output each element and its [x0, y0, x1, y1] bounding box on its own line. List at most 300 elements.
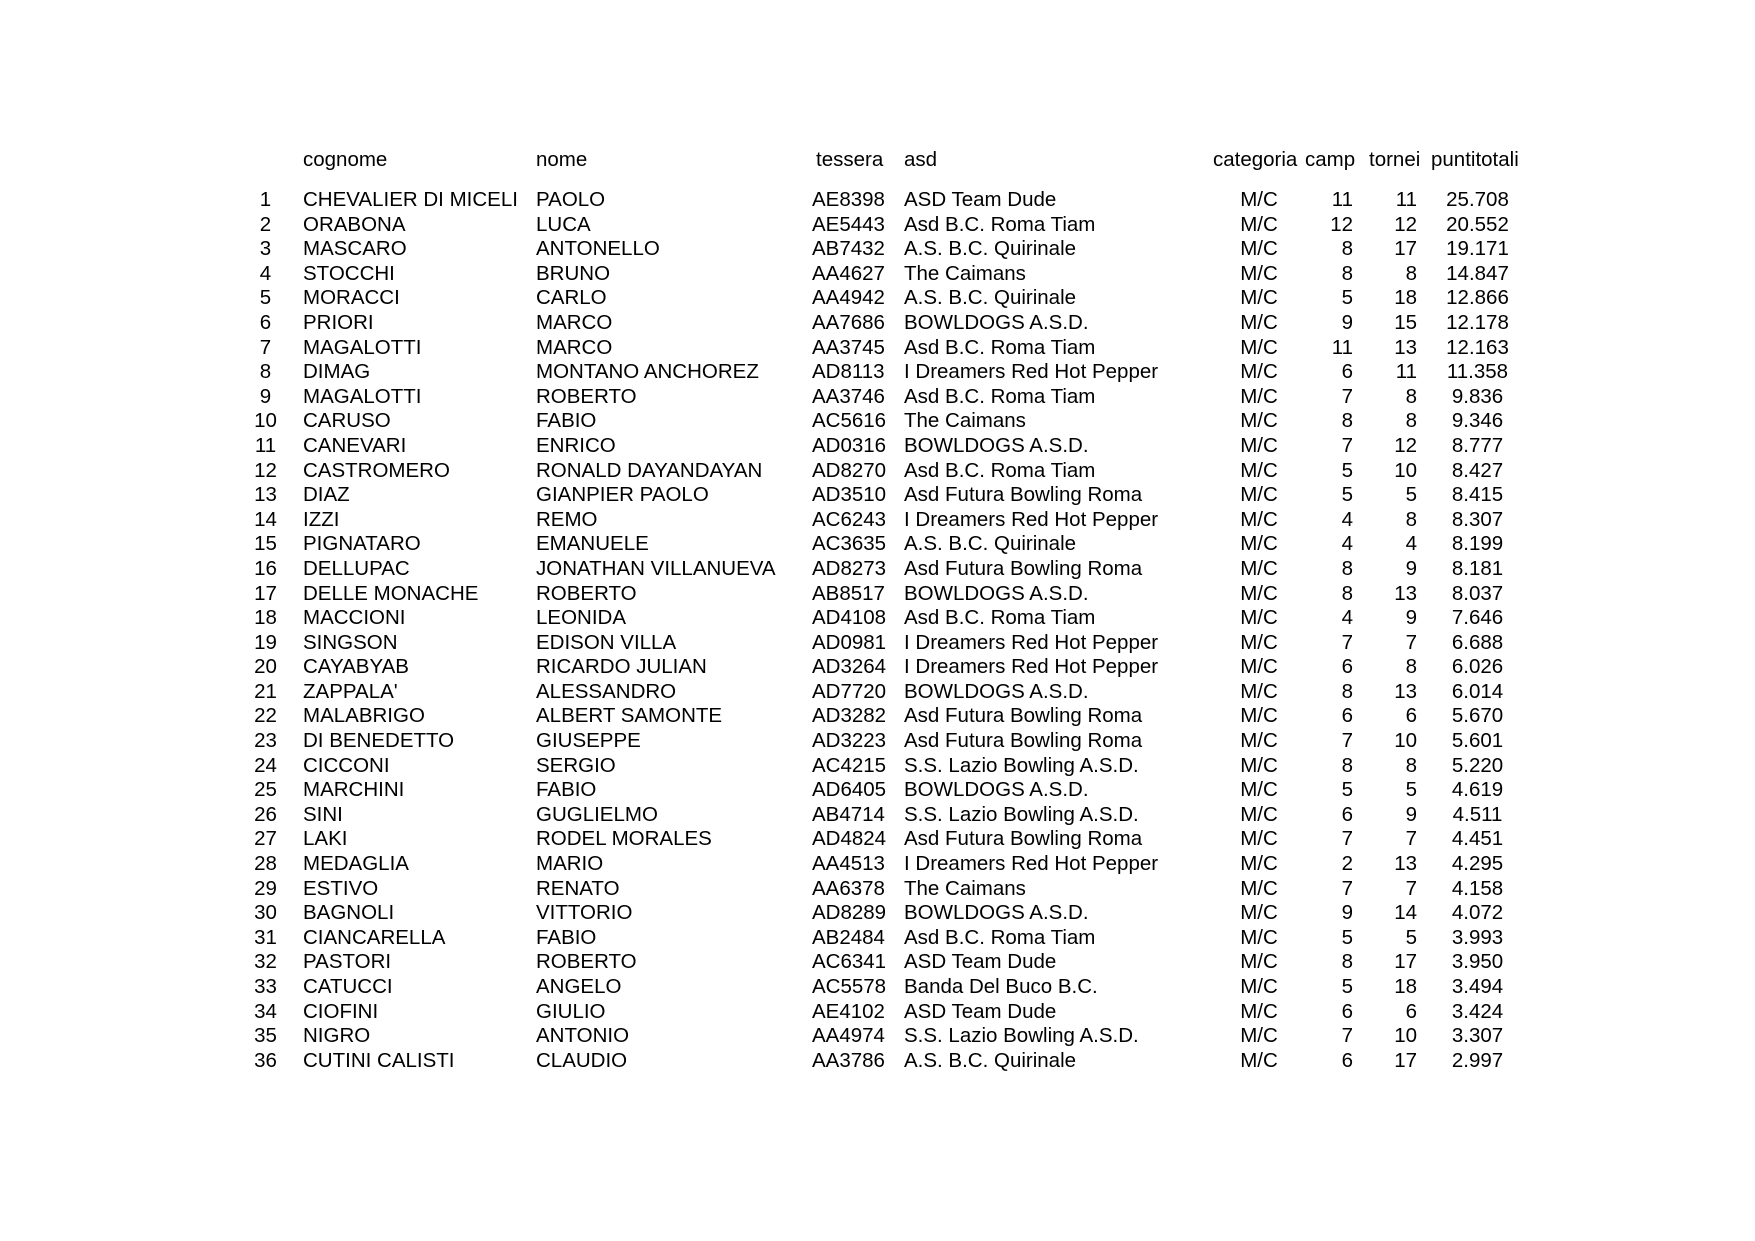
- cell-cognome: DELLE MONACHE: [303, 581, 479, 605]
- table-row: [228, 557, 1524, 582]
- cell-asd: Asd B.C. Roma Tiam: [904, 335, 1096, 359]
- cell-puntitotali: 20.552: [1446, 212, 1509, 236]
- cell-nome: REMO: [536, 507, 598, 531]
- cell-puntitotali: 4.072: [1451, 901, 1504, 925]
- table-row: [228, 188, 1524, 213]
- cell-nome: VITTORIO: [536, 901, 633, 925]
- cell-tornei: 4: [1405, 532, 1417, 556]
- cell-nome: RICARDO JULIAN: [536, 655, 707, 679]
- cell-cognome: CICCONI: [303, 753, 390, 777]
- cell-tornei: 9: [1405, 606, 1417, 630]
- table-row: [228, 877, 1524, 902]
- cell-asd: BOWLDOGS A.S.D.: [904, 581, 1089, 605]
- cell-camp: 2: [1341, 852, 1353, 876]
- cell-asd: Asd B.C. Roma Tiam: [904, 212, 1096, 236]
- cell-tornei: 11: [1395, 188, 1417, 211]
- cell-puntitotali: 6.014: [1451, 679, 1504, 703]
- cell-categoria: M/C: [1240, 655, 1278, 679]
- cell-tessera: AD8273: [812, 556, 887, 580]
- cell-nome: ENRICO: [536, 433, 616, 457]
- table-row: [228, 704, 1524, 729]
- cell-position: 8: [259, 360, 272, 384]
- cell-puntitotali: 2.997: [1451, 1048, 1504, 1072]
- cell-puntitotali: 3.993: [1451, 925, 1504, 949]
- cell-categoria: M/C: [1240, 532, 1278, 556]
- table-row: [228, 409, 1524, 434]
- cell-categoria: M/C: [1240, 483, 1278, 507]
- cell-cognome: CHEVALIER DI MICELI: [303, 188, 518, 211]
- cell-tessera: AB7432: [812, 237, 885, 261]
- cell-puntitotali: 11.358: [1446, 360, 1509, 384]
- cell-cognome: MAGALOTTI: [303, 335, 422, 359]
- cell-position: 7: [259, 335, 272, 359]
- table-row: [228, 729, 1524, 754]
- cell-categoria: M/C: [1240, 852, 1278, 876]
- cell-asd: I Dreamers Red Hot Pepper: [904, 852, 1159, 876]
- cell-asd: S.S. Lazio Bowling A.S.D.: [904, 802, 1139, 826]
- cell-nome: ANGELO: [536, 975, 622, 998]
- table-row: [228, 680, 1524, 705]
- cell-nome: PAOLO: [536, 188, 606, 211]
- cell-puntitotali: 6.026: [1451, 655, 1504, 679]
- cell-cognome: CIOFINI: [303, 999, 379, 1023]
- cell-puntitotali: 8.199: [1451, 532, 1504, 556]
- cell-categoria: M/C: [1240, 778, 1278, 802]
- table-row: [228, 950, 1524, 975]
- cell-camp: 8: [1341, 409, 1353, 433]
- cell-categoria: M/C: [1240, 1024, 1278, 1048]
- cell-camp: 8: [1341, 753, 1353, 777]
- cell-position: 17: [254, 581, 277, 605]
- cell-asd: The Caimans: [904, 876, 1026, 900]
- cell-camp: 7: [1341, 876, 1353, 900]
- cell-camp: 6: [1341, 655, 1353, 679]
- cell-tornei: 9: [1405, 802, 1417, 826]
- header-position: [228, 148, 303, 178]
- cell-cognome: CATUCCI: [303, 975, 393, 998]
- cell-nome: RONALD DAYANDAYAN: [536, 458, 763, 482]
- cell-cognome: BAGNOLI: [303, 901, 395, 925]
- table-row: [228, 385, 1524, 410]
- cell-camp: 7: [1341, 433, 1353, 457]
- table-row: [228, 213, 1524, 238]
- cell-tessera: AA4513: [812, 852, 885, 876]
- cell-nome: FABIO: [536, 409, 597, 433]
- cell-tornei: 5: [1405, 778, 1417, 802]
- cell-camp: 6: [1341, 999, 1353, 1023]
- cell-position: 16: [254, 556, 277, 580]
- table-row: [228, 655, 1524, 680]
- cell-tornei: 17: [1394, 237, 1417, 261]
- cell-nome: RODEL MORALES: [536, 827, 712, 851]
- table-row: [228, 1000, 1524, 1025]
- table-body: [228, 178, 1524, 1073]
- cell-position: 10: [254, 409, 277, 433]
- cell-camp: 5: [1341, 483, 1353, 507]
- cell-categoria: M/C: [1240, 704, 1278, 728]
- cell-camp: 7: [1341, 1024, 1353, 1048]
- cell-asd: I Dreamers Red Hot Pepper: [904, 630, 1159, 654]
- cell-tessera: AC6243: [812, 507, 887, 531]
- table-row: [228, 631, 1524, 656]
- cell-tornei: 8: [1405, 409, 1417, 433]
- cell-camp: 7: [1341, 827, 1353, 851]
- cell-cognome: DIMAG: [303, 360, 371, 384]
- cell-camp: 9: [1341, 310, 1353, 334]
- table-row: [228, 483, 1524, 508]
- cell-tornei: 18: [1394, 286, 1417, 310]
- cell-position: 26: [254, 802, 277, 826]
- table-row: [228, 286, 1524, 311]
- cell-position: 25: [254, 778, 277, 802]
- cell-tornei: 5: [1405, 483, 1417, 507]
- cell-cognome: MALABRIGO: [303, 704, 425, 728]
- cell-puntitotali: 3.424: [1451, 999, 1504, 1023]
- cell-nome: ANTONIO: [536, 1024, 630, 1048]
- cell-puntitotali: 8.427: [1451, 458, 1504, 482]
- cell-puntitotali: 3.950: [1451, 950, 1504, 974]
- cell-tessera: AB8517: [812, 581, 885, 605]
- cell-puntitotali: 8.181: [1451, 556, 1504, 580]
- cell-puntitotali: 9.346: [1451, 409, 1504, 433]
- cell-categoria: M/C: [1240, 335, 1278, 359]
- table-row: [228, 459, 1524, 484]
- header-tessera: tessera: [816, 148, 884, 171]
- cell-camp: 8: [1341, 581, 1353, 605]
- cell-asd: BOWLDOGS A.S.D.: [904, 778, 1089, 802]
- ranking-table: [228, 148, 1524, 1073]
- cell-asd: Asd Futura Bowling Roma: [904, 556, 1143, 580]
- cell-tornei: 17: [1394, 1048, 1417, 1072]
- cell-tessera: AD7720: [812, 679, 887, 703]
- cell-asd: A.S. B.C. Quirinale: [904, 1048, 1077, 1072]
- cell-puntitotali: 4.619: [1451, 778, 1504, 802]
- cell-nome: MARIO: [536, 852, 604, 876]
- header-puntitotali: puntitotali: [1431, 148, 1519, 171]
- cell-categoria: M/C: [1240, 876, 1278, 900]
- cell-position: 33: [254, 975, 277, 998]
- cell-nome: MARCO: [536, 310, 613, 334]
- cell-tessera: AD3282: [812, 704, 887, 728]
- cell-tornei: 8: [1405, 507, 1417, 531]
- cell-tessera: AE5443: [812, 212, 885, 236]
- cell-puntitotali: 4.511: [1452, 802, 1503, 826]
- cell-categoria: M/C: [1240, 507, 1278, 531]
- cell-tessera: AD8113: [812, 360, 885, 384]
- cell-tessera: AC4215: [812, 753, 887, 777]
- cell-nome: FABIO: [536, 925, 597, 949]
- cell-camp: 6: [1341, 802, 1353, 826]
- cell-puntitotali: 12.163: [1446, 335, 1509, 359]
- cell-cognome: STOCCHI: [303, 261, 395, 285]
- cell-position: 32: [254, 950, 277, 974]
- cell-cognome: IZZI: [303, 507, 340, 531]
- cell-asd: Asd Futura Bowling Roma: [904, 483, 1143, 507]
- header-camp: camp: [1305, 148, 1356, 171]
- cell-tornei: 5: [1405, 925, 1417, 949]
- cell-tessera: AD4108: [812, 606, 887, 630]
- cell-puntitotali: 14.847: [1446, 261, 1509, 285]
- cell-categoria: M/C: [1240, 925, 1278, 949]
- cell-tornei: 13: [1394, 581, 1417, 605]
- cell-categoria: M/C: [1240, 286, 1278, 310]
- cell-tornei: 7: [1405, 876, 1417, 900]
- cell-categoria: M/C: [1240, 999, 1278, 1023]
- table-row: [228, 508, 1524, 533]
- cell-position: 5: [259, 286, 272, 310]
- cell-nome: JONATHAN VILLANUEVA: [536, 556, 776, 580]
- cell-tornei: 15: [1394, 310, 1417, 334]
- cell-position: 31: [254, 925, 277, 949]
- cell-nome: BRUNO: [536, 261, 611, 285]
- cell-position: 30: [254, 901, 277, 925]
- cell-camp: 4: [1341, 507, 1353, 531]
- cell-puntitotali: 4.295: [1451, 852, 1504, 876]
- cell-categoria: M/C: [1240, 802, 1278, 826]
- table-row: [228, 237, 1524, 262]
- cell-tornei: 8: [1405, 261, 1417, 285]
- cell-puntitotali: 25.708: [1446, 188, 1509, 211]
- cell-asd: A.S. B.C. Quirinale: [904, 532, 1077, 556]
- cell-position: 9: [259, 384, 272, 408]
- cell-categoria: M/C: [1240, 409, 1278, 433]
- cell-nome: GUGLIELMO: [536, 802, 658, 826]
- cell-camp: 4: [1341, 532, 1353, 556]
- cell-camp: 6: [1341, 704, 1353, 728]
- cell-puntitotali: 7.646: [1451, 606, 1504, 630]
- cell-position: 13: [254, 483, 277, 507]
- cell-camp: 9: [1341, 901, 1353, 925]
- table-row: [228, 827, 1524, 852]
- cell-cognome: MEDAGLIA: [303, 852, 409, 876]
- cell-tornei: 6: [1405, 704, 1417, 728]
- cell-position: 11: [254, 433, 277, 457]
- cell-position: 29: [254, 876, 277, 900]
- cell-asd: S.S. Lazio Bowling A.S.D.: [904, 1024, 1139, 1048]
- cell-tornei: 11: [1395, 360, 1417, 384]
- cell-asd: Asd B.C. Roma Tiam: [904, 606, 1096, 630]
- cell-cognome: PRIORI: [303, 310, 374, 334]
- cell-categoria: M/C: [1240, 901, 1278, 925]
- cell-tornei: 13: [1394, 335, 1417, 359]
- cell-camp: 5: [1341, 458, 1353, 482]
- cell-asd: BOWLDOGS A.S.D.: [904, 310, 1089, 334]
- cell-asd: BOWLDOGS A.S.D.: [904, 679, 1089, 703]
- cell-tessera: AA7686: [812, 310, 885, 334]
- cell-tornei: 14: [1394, 901, 1417, 925]
- table-row: [228, 1049, 1524, 1074]
- cell-categoria: M/C: [1240, 188, 1278, 211]
- cell-cognome: DI BENEDETTO: [303, 729, 455, 753]
- cell-cognome: CASTROMERO: [303, 458, 450, 482]
- cell-categoria: M/C: [1240, 581, 1278, 605]
- cell-position: 2: [259, 212, 272, 236]
- cell-tornei: 18: [1394, 975, 1417, 998]
- table-row: [228, 262, 1524, 287]
- cell-categoria: M/C: [1240, 950, 1278, 974]
- cell-tessera: AB2484: [812, 925, 885, 949]
- table-row: [228, 901, 1524, 926]
- cell-nome: EDISON VILLA: [536, 630, 677, 654]
- cell-asd: The Caimans: [904, 261, 1026, 285]
- cell-cognome: SINI: [303, 802, 343, 826]
- cell-camp: 6: [1341, 360, 1353, 384]
- cell-tornei: 9: [1405, 556, 1417, 580]
- cell-cognome: MAGALOTTI: [303, 384, 422, 408]
- cell-categoria: M/C: [1240, 237, 1278, 261]
- cell-position: 1: [259, 188, 272, 211]
- cell-asd: Asd Futura Bowling Roma: [904, 704, 1143, 728]
- cell-position: 6: [259, 310, 272, 334]
- cell-tornei: 12: [1394, 212, 1417, 236]
- cell-categoria: M/C: [1240, 975, 1278, 998]
- cell-asd: Asd Futura Bowling Roma: [904, 729, 1143, 753]
- cell-tessera: AD8270: [812, 458, 887, 482]
- cell-puntitotali: 12.178: [1446, 310, 1509, 334]
- cell-asd: Banda Del Buco B.C.: [904, 975, 1098, 998]
- cell-puntitotali: 4.158: [1451, 876, 1504, 900]
- cell-tessera: AC5578: [812, 975, 887, 998]
- cell-asd: A.S. B.C. Quirinale: [904, 286, 1077, 310]
- cell-tessera: AA4627: [812, 261, 885, 285]
- table-row: [228, 311, 1524, 336]
- cell-nome: MARCO: [536, 335, 613, 359]
- cell-cognome: CUTINI CALISTI: [303, 1048, 455, 1072]
- cell-tornei: 12: [1394, 433, 1417, 457]
- cell-position: 15: [254, 532, 277, 556]
- cell-categoria: M/C: [1240, 360, 1278, 384]
- cell-puntitotali: 8.307: [1451, 507, 1504, 531]
- cell-categoria: M/C: [1240, 729, 1278, 753]
- cell-tessera: AC5616: [812, 409, 887, 433]
- cell-categoria: M/C: [1240, 212, 1278, 236]
- cell-puntitotali: 5.670: [1451, 704, 1504, 728]
- cell-tornei: 7: [1405, 630, 1417, 654]
- cell-nome: GIANPIER PAOLO: [536, 483, 709, 507]
- cell-camp: 5: [1341, 778, 1353, 802]
- cell-camp: 8: [1341, 261, 1353, 285]
- cell-puntitotali: 8.037: [1451, 581, 1504, 605]
- cell-cognome: CAYABYAB: [303, 655, 409, 679]
- cell-tornei: 6: [1405, 999, 1417, 1023]
- cell-cognome: CANEVARI: [303, 433, 407, 457]
- table-row: [228, 803, 1524, 828]
- cell-cognome: PASTORI: [303, 950, 392, 974]
- cell-nome: GIULIO: [536, 999, 606, 1023]
- cell-cognome: DELLUPAC: [303, 556, 410, 580]
- cell-position: 18: [254, 606, 277, 630]
- cell-nome: EMANUELE: [536, 532, 649, 556]
- cell-cognome: PIGNATARO: [303, 532, 421, 556]
- cell-nome: RENATO: [536, 876, 620, 900]
- cell-camp: 12: [1330, 212, 1353, 236]
- cell-categoria: M/C: [1240, 458, 1278, 482]
- cell-puntitotali: 5.601: [1451, 729, 1504, 753]
- cell-position: 23: [254, 729, 277, 753]
- cell-camp: 8: [1341, 237, 1353, 261]
- cell-cognome: DIAZ: [303, 483, 350, 507]
- cell-cognome: ESTIVO: [303, 876, 379, 900]
- cell-asd: I Dreamers Red Hot Pepper: [904, 655, 1159, 679]
- cell-asd: Asd B.C. Roma Tiam: [904, 458, 1096, 482]
- cell-tessera: AD6405: [812, 778, 887, 802]
- cell-cognome: MORACCI: [303, 286, 400, 310]
- cell-tessera: AA3746: [812, 384, 885, 408]
- table-row: [228, 532, 1524, 557]
- cell-cognome: NIGRO: [303, 1024, 371, 1048]
- cell-tessera: AE4102: [812, 999, 885, 1023]
- table-row: [228, 1024, 1524, 1049]
- cell-camp: 8: [1341, 679, 1353, 703]
- cell-puntitotali: 5.220: [1451, 753, 1504, 777]
- cell-position: 20: [254, 655, 277, 679]
- cell-position: 12: [254, 458, 277, 482]
- table-row: [228, 360, 1524, 385]
- cell-asd: S.S. Lazio Bowling A.S.D.: [904, 753, 1139, 777]
- cell-tessera: AA4942: [812, 286, 885, 310]
- cell-asd: BOWLDOGS A.S.D.: [904, 433, 1089, 457]
- cell-tessera: AA3786: [812, 1048, 885, 1072]
- cell-nome: LUCA: [536, 212, 591, 236]
- cell-nome: FABIO: [536, 778, 597, 802]
- cell-puntitotali: 8.777: [1451, 433, 1504, 457]
- cell-asd: Asd B.C. Roma Tiam: [904, 925, 1096, 949]
- cell-cognome: SINGSON: [303, 630, 398, 654]
- cell-position: 35: [254, 1024, 277, 1048]
- cell-asd: I Dreamers Red Hot Pepper: [904, 360, 1159, 384]
- cell-tornei: 10: [1394, 458, 1417, 482]
- cell-tessera: AD3510: [812, 483, 887, 507]
- cell-asd: Asd Futura Bowling Roma: [904, 827, 1143, 851]
- cell-camp: 5: [1341, 975, 1353, 998]
- cell-asd: The Caimans: [904, 409, 1026, 433]
- table-row: [228, 778, 1524, 803]
- cell-puntitotali: 6.688: [1451, 630, 1504, 654]
- cell-position: 24: [254, 753, 277, 777]
- cell-categoria: M/C: [1240, 827, 1278, 851]
- cell-tessera: AE8398: [812, 188, 885, 211]
- cell-tornei: 10: [1394, 1024, 1417, 1048]
- cell-position: 21: [254, 679, 277, 703]
- cell-cognome: LAKI: [303, 827, 348, 851]
- cell-cognome: CARUSO: [303, 409, 391, 433]
- cell-tessera: AD8289: [812, 901, 887, 925]
- cell-position: 22: [254, 704, 277, 728]
- cell-categoria: M/C: [1240, 1048, 1278, 1072]
- cell-puntitotali: 8.415: [1451, 483, 1504, 507]
- header-nome: nome: [536, 148, 588, 171]
- cell-tessera: AC6341: [812, 950, 887, 974]
- cell-camp: 5: [1341, 286, 1353, 310]
- cell-categoria: M/C: [1240, 556, 1278, 580]
- table-row: [228, 852, 1524, 877]
- cell-camp: 7: [1341, 630, 1353, 654]
- cell-tessera: AA4974: [812, 1024, 885, 1048]
- cell-nome: ALBERT SAMONTE: [536, 704, 723, 728]
- cell-cognome: MACCIONI: [303, 606, 406, 630]
- cell-categoria: M/C: [1240, 630, 1278, 654]
- cell-tessera: AA3745: [812, 335, 885, 359]
- cell-position: 14: [254, 507, 277, 531]
- cell-camp: 8: [1341, 556, 1353, 580]
- cell-nome: ALESSANDRO: [536, 679, 677, 703]
- cell-nome: GIUSEPPE: [536, 729, 641, 753]
- cell-tessera: AD3264: [812, 655, 887, 679]
- table-row: [228, 582, 1524, 607]
- cell-tornei: 10: [1394, 729, 1417, 753]
- header-categoria: categoria: [1213, 148, 1298, 171]
- cell-position: 27: [254, 827, 277, 851]
